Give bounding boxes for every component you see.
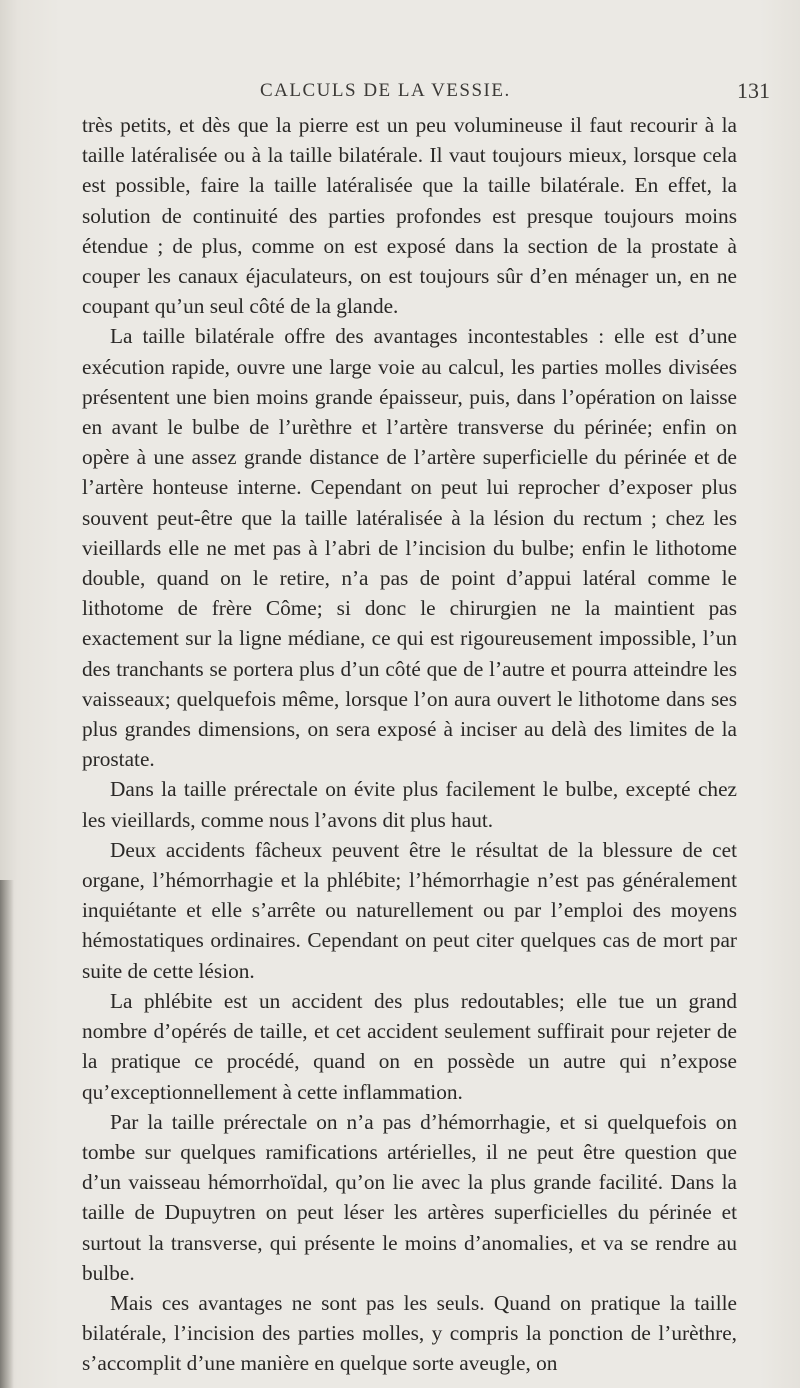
body-text <box>82 110 737 1379</box>
running-title: CALCULS DE LA VESSIE. <box>260 80 511 101</box>
paragraph: Mais ces avantages ne sont pas les seuls. Quand on pratique la taille bilatérale, l’incision des parties molles, y compris la ponction de l’urèthre, s’accomplit d’une manière en quelque sorte aveugle, on <box>82 1290 737 1376</box>
paragraph: La taille bilatérale offre des avantages incontestables : elle est d’une exécution rapide, ouvre une large voie au calcul, les parties molles divisées présentent une bien moins grande épaisseur, puis, dans l’opération on laisse en avant le bulbe de l’urèthre et l’artère transverse du périnée; enfin on opère à une assez grande distance de l’artère superficielle du périnée et de l’artère honteuse interne. Cependant on peut lui reprocher d’exposer plus souvent peut-être que la taille latéralisée à la lésion du rectum ; chez les vieillards elle ne met pas à l’abri de l’incision du bulbe; enfin le lithotome double, quand on le retire, n’a pas de point d’appui latéral comme le lithotome de frère Côme; si donc le chirurgien ne la maintient pas exactement sur la ligne médiane, ce qui est rigoureusement impossible, l’un des tranchants se portera plus d’un côté que de l’autre et pourra atteindre les vaisseaux; quelquefois même, lorsque l’on aura ouvert le lithotome dans ses plus grandes dimensions, on sera exposé à inciser au delà des limites de la prostate. <box>82 324 737 772</box>
page-number: 131 <box>737 78 770 103</box>
page-binding-shadow <box>0 880 14 1388</box>
paragraph-continued: très petits, et dès que la pierre est un peu volumineuse il faut recourir à la taille latéralisée ou à la taille bilatérale. Il vaut toujours mieux, lorsque cela est possible, faire la taille latéralisée que la taille bilatérale. En effet, la solution de continuité des parties profondes est presque toujours moins étendue ; de plus, comme on est exposé dans la section de la prostate à couper les canaux éjaculateurs, on est toujours sûr d’en ménager un, en ne coupant qu’un seul côté de la glande. <box>82 113 737 319</box>
paragraph: Par la taille prérectale on n’a pas d’hémorrhagie, et si quelquefois on tombe sur quelques ramifications artérielles, il ne peut être question que d’un vaisseau hémorrhoïdal, qu’on lie avec la plus grande facilité. Dans la taille de Dupuytren on peut léser les artères superficielles du périnée et surtout la transverse, qui présente le moins d’anomalies, et va se rendre au bulbe. <box>82 1109 737 1285</box>
paragraph: Dans la taille prérectale on évite plus facilement le bulbe, excepté chez les vieillards, comme nous l’avons dit plus haut. <box>82 777 737 832</box>
paragraph: Deux accidents fâcheux peuvent être le résultat de la blessure de cet organe, l’hémorrhagie et la phlébite; l’hémorrhagie n’est pas généralement inquiétante et elle s’arrête ou naturellement ou par l’emploi des moyens hémostatiques ordinaires. Cependant on peut citer quelques cas de mort par suite de cette lésion. <box>82 837 737 983</box>
running-header <box>0 80 800 106</box>
paragraph: La phlébite est un accident des plus redoutables; elle tue un grand nombre d’opérés de taille, et cet accident seulement suffirait pour rejeter de la pratique ce procédé, quand on en possède un autre qui n’expose qu’exceptionnellement à cette inflammation. <box>82 988 737 1104</box>
